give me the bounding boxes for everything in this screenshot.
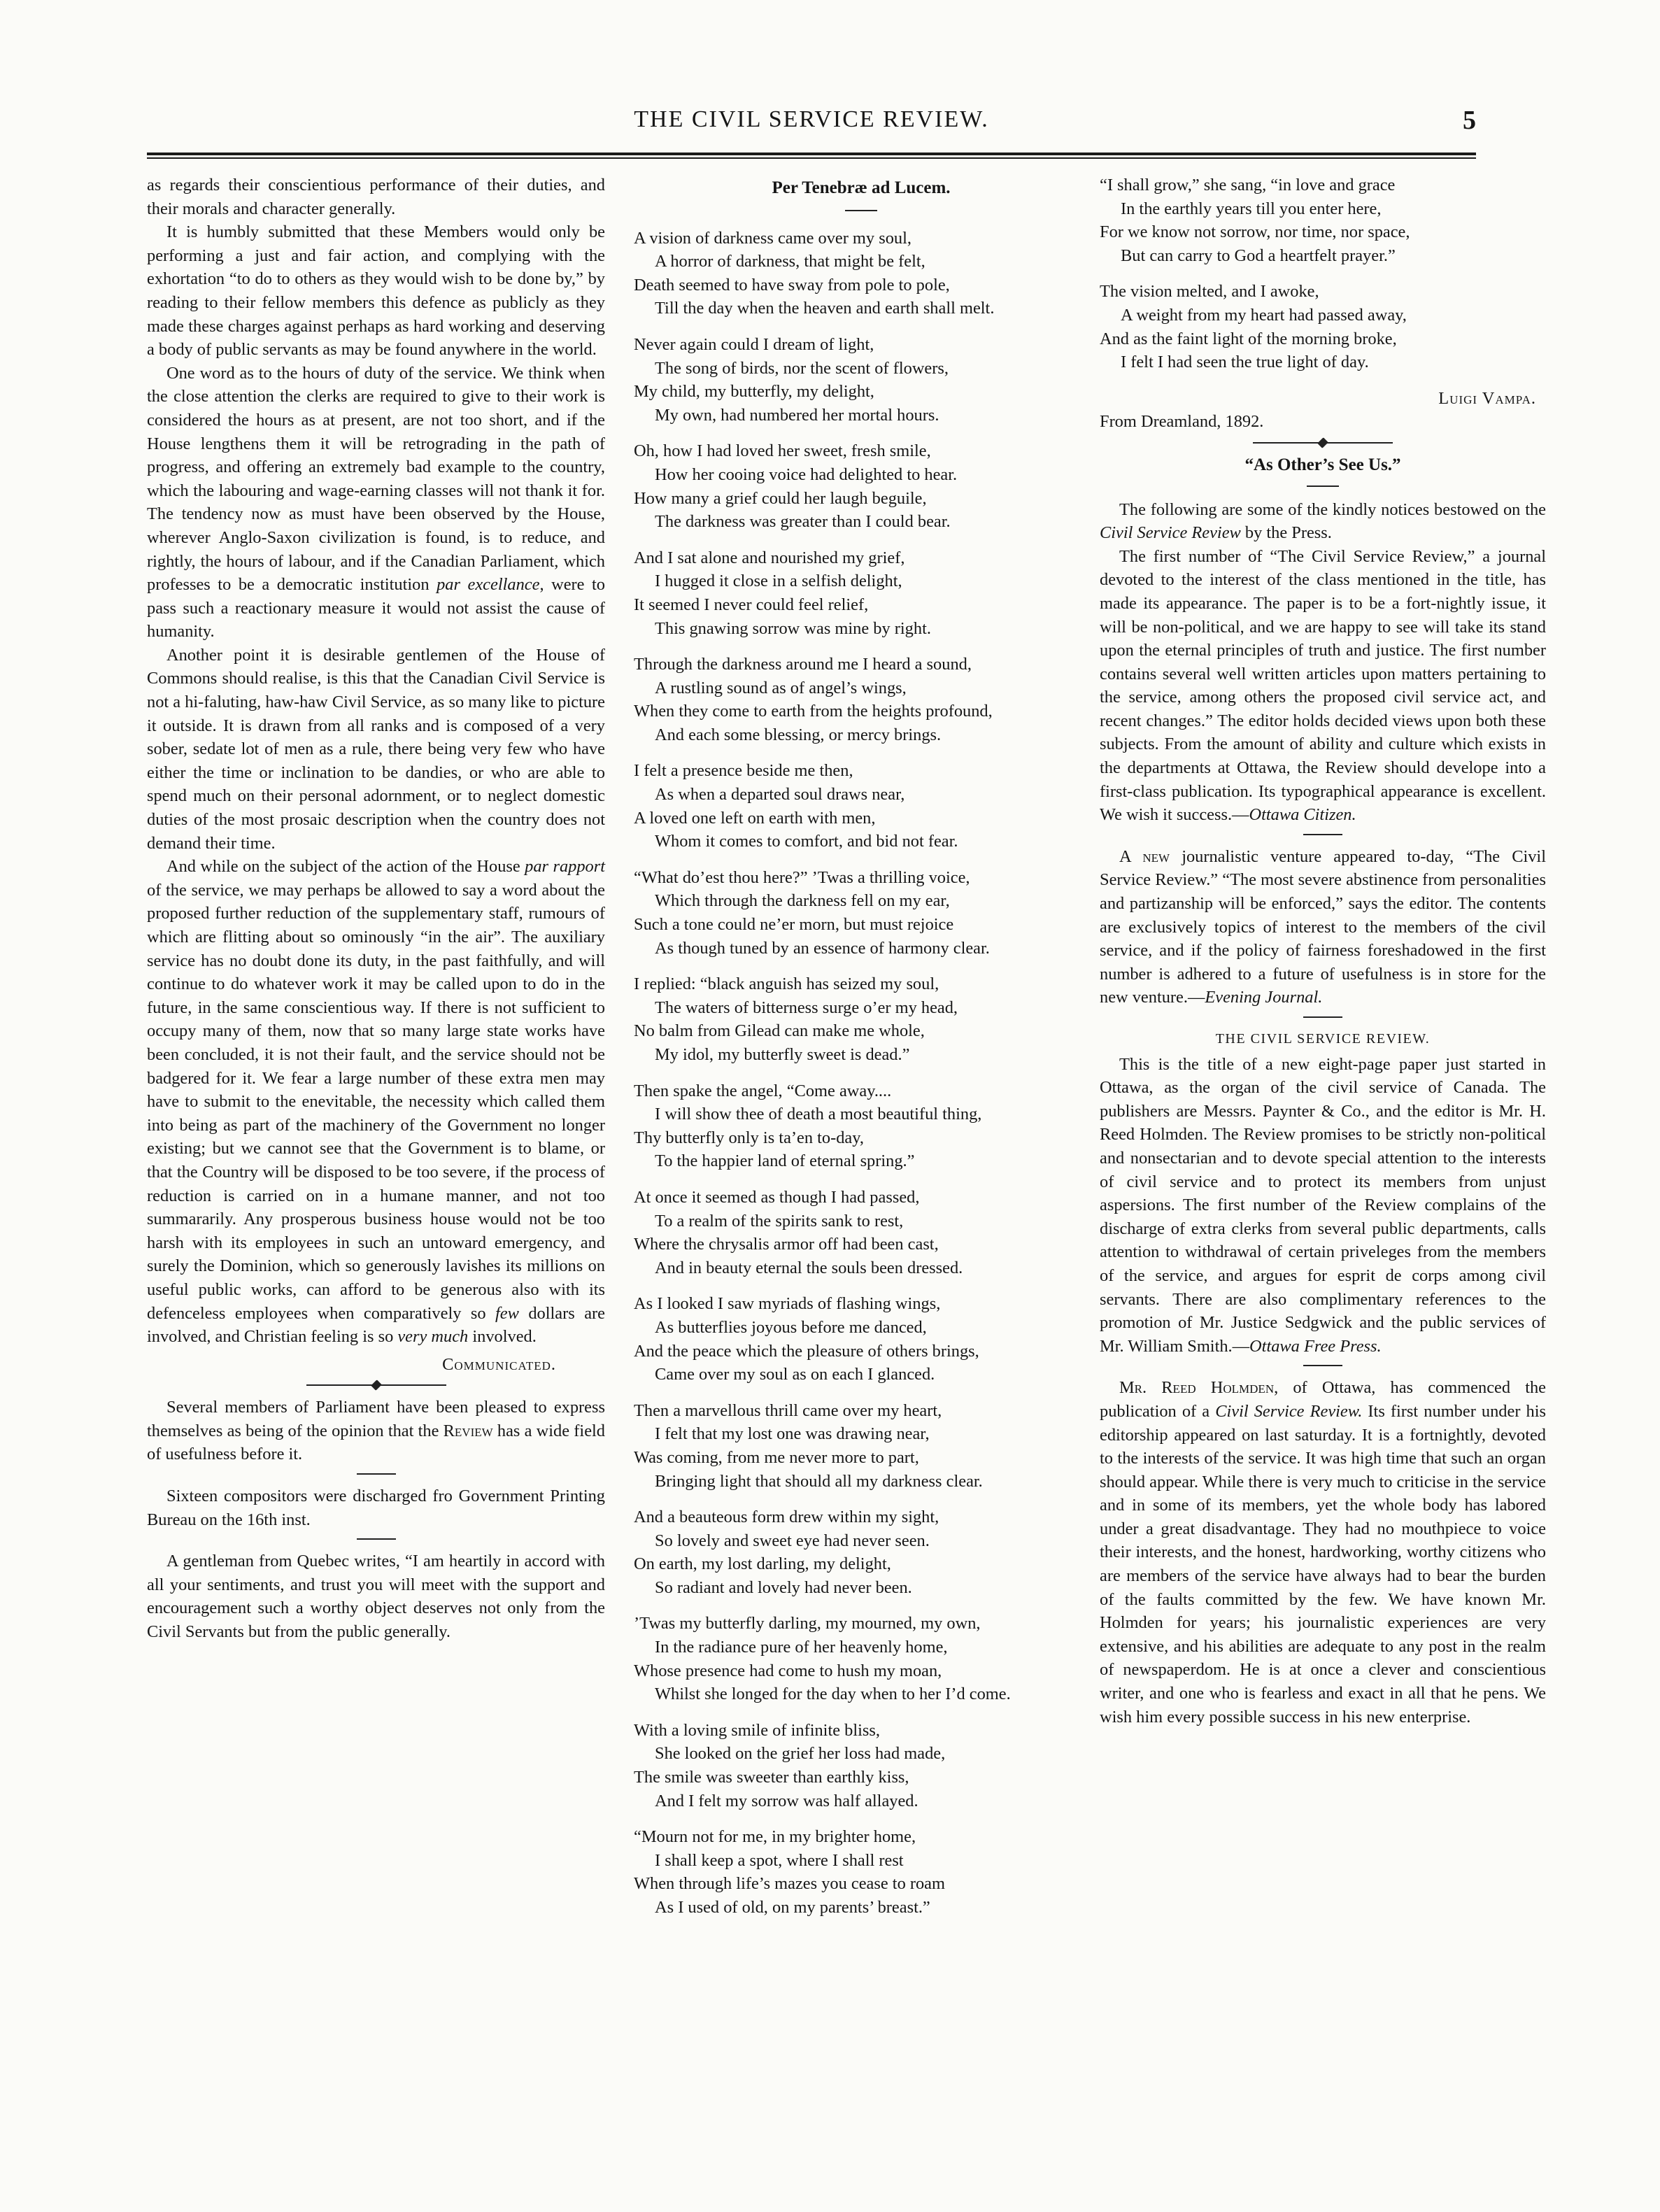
paragraph: It is humbly submitted that these Members would only be performing a just and fair action, and complying with the exhortation “to do to others as they would wish to be done by,” by reading to their fellow members this defence as publicly as they made these charges against perhaps as hard working and deserving a body of public servants as may be found anywhere in the world. [147,222,605,360]
poem-stanza [634,1292,1088,1386]
poem-stanza [634,1719,1088,1813]
poem-line: Whilst she longed for the day when to her I’d come. [655,1685,1011,1704]
poem-line: I felt that my lost one was drawing near, [655,1424,930,1444]
poem-line: But can carry to God a heartfelt prayer.” [1121,246,1396,265]
paragraph: This is the title of a new eight-page paper just started in Ottawa, as the organ of the civil service of Canada. The publishers are Messrs. Paynter & Co., and the editor is Mr. H. Reed Holmden. The Review promises to be strictly non-political and nonsectarian and to devote special attention to the interests of civil service and to protect its members from unjust aspersions. The first number of the Review complains of the discharge of extra clerks from several public departments, calls attention to withdrawal of certain priveleges from the members of the service, and argues for esprit de corps among civil servants. There are also complimentary references to the promotion of Mr. Justice Sedgwick and the public services of Mr. William Smith.—Ottawa Free Press. [1100,1054,1546,1356]
paragraph: And while on the subject of the action of the House par rapport of the service, we may perhaps be allowed to say a word about the proposed further reduction of the supplementary staff, rumours of which are flitting about so ominously “in the air”. The auxiliary service has no doubt done its duty, in the past faithfully, and will continue to do whatever work it may be called upon to do in the future, in the same conscientious way. If there is not sufficient to occupy many of them, now that so many large state works have been concluded, it is not their fault, and the service should not be badgered for it. We fear a large number of these extra men may have to submit to the enevitable, the necessity which called them into being as part of the machinery of the Government no longer existing; but we cannot see that the Government is to blame, or that the Country will be disposed to be too severe, if the process of reduction is carried on in a humane manner, and not too summararily. Any prosperous business house would not be too harsh with its employees in such an untoward emergency, and surely the Dominion, which so generously lavishes its millions on useful public works, can afford to be generous also with its defenceless employees when comparatively so few dollars are involved, and Christian feeling is so very much involved. [147,857,605,1347]
poem-line: A weight from my heart had passed away, [1121,305,1407,325]
page-number: 5 [1463,106,1476,135]
paragraph: Several members of Parliament have been pleased to express themselves as being of the opinion that the Review has a wide field of usefulness before it. [147,1398,605,1464]
notice-heading: THE CIVIL SERVICE REVIEW. [1215,1031,1431,1047]
poem-line: Thy butterfly only is ta’en to-day, [634,1128,864,1147]
poem-line: When they come to earth from the heights profound, [634,702,993,721]
paragraph: Another point it is desirable gentlemen of the House of Commons should realise, is this that the Canadian Civil Service is not a hi-faluting, haw-haw Civil Service, as so many like to picture it outside. It is drawn from all ranks and is composed of a very sober, sedate lot of men as a rule, there being very few who have either the time or inclination to be dandies, or who are able to spend much on their personal adornment, or to neglect domestic duties of the most prosaic description when the country does not demand their time. [147,645,605,853]
middle-column [634,173,1088,1932]
poem-line: “What do’est thou here?” ’Twas a thrilling voice, [634,867,970,887]
poem-line: At once it seemed as though I had passed, [634,1187,920,1207]
divider [1303,1016,1342,1018]
poem-line: So lovely and sweet eye had never seen. [655,1531,930,1550]
poem-line: For we know not sorrow, nor time, nor space, [1100,222,1410,242]
poem-line: The vision melted, and I awoke, [1100,282,1319,302]
poem-line: She looked on the grief her loss had made, [655,1744,946,1764]
poem-body [634,227,1088,1920]
poem-line: And I sat alone and nourished my grief, [634,548,905,567]
poem-line: As I used of old, on my parents’ breast.” [655,1898,930,1917]
poem-line: Death seemed to have sway from pole to pole, [634,275,950,295]
paragraph: The following are some of the kindly notices bestowed on the Civil Service Review by the Press. [1100,499,1546,543]
poem-line: And as the faint light of the morning broke, [1100,329,1397,348]
poem-line: As though tuned by an essence of harmony clear. [655,938,990,958]
poem-line: This gnawing sorrow was mine by right. [655,618,931,638]
poem-line: A vision of darkness came over my soul, [634,228,911,248]
poem-line: Never again could I dream of light, [634,334,874,354]
poem-stanza [634,866,1088,960]
poem-line: How many a grief could her laugh beguile, [634,488,927,508]
poem-line: So radiant and lovely had never been. [655,1578,912,1597]
poem-line: When through life’s mazes you cease to roam [634,1874,945,1894]
poem-line: My child, my butterfly, my delight, [634,382,874,402]
poem-line: The darkness was greater than I could bear. [655,512,951,532]
poem-stanza [634,1399,1088,1493]
poem-line: And I felt my sorrow was half allayed. [655,1791,918,1810]
poem-stanza [634,227,1088,320]
paragraph: as regards their conscientious performance of their duties, and their morals and character generally. [147,176,605,218]
poem-title: Per Tenebræ ad Lucem. [772,178,951,197]
poem-line: On earth, my lost darling, my delight, [634,1554,891,1574]
poem-stanza [634,1612,1088,1706]
poem-line: Whom it comes to comfort, and bid not fear. [655,832,958,851]
poem-line: I felt I had seen the true light of day. [1121,353,1369,372]
divider [1307,485,1339,487]
poem-stanza [634,1505,1088,1599]
poem-line: To the happier land of eternal spring.” [655,1151,915,1171]
poem-line: To a realm of the spirits sank to rest, [655,1211,904,1231]
poem-line: Which through the darkness fell on my ear, [655,891,950,911]
poem-stanza [634,1825,1088,1919]
paragraph: The first number of “The Civil Service Review,” a journal devoted to the interest of the class mentioned in the title, has made its appearance. The paper is to be a fort-nightly issue, it will be non-political, and we are happy to see will take its stand upon the eternal principles of truth and justice. The first number contains several well written articles upon matters pertaining to the service, among others the proposed civil service act, and recent changes.” The editor holds decided views upon both these subjects. From the amount of ability and culture which exists in the departments at Ottawa, the Review should develope into a first-class publication. Its typographical appearance is excellent. We wish it success.—Ottawa Citizen. [1100,546,1546,825]
paragraph: A new journalistic venture appeared to-day, “The Civil Service Review.” “The most severe abstinence from personalities and partizanship will be enforced,” says the editor. The contents are exclusively topics of interest to the members of the civil service, and if the policy of fairness foreshadowed in the first number is adhered to a future of usefulness is in store for the new venture.—Evening Journal. [1100,846,1546,1007]
masthead-title: THE CIVIL SERVICE REVIEW. [634,106,989,132]
poem-line: Where the chrysalis armor off had been cast, [634,1235,939,1254]
poem-line: Oh, how I had loved her sweet, fresh smile, [634,441,931,461]
ornament-divider [306,1384,446,1386]
poem-line: Such a tone could ne’er morn, but must rejoice [634,915,954,935]
poem-line: Till the day when the heaven and earth shall melt. [655,299,995,318]
poem-line: The waters of bitterness surge o’er my head, [655,998,958,1017]
poem-stanza [1100,280,1546,374]
divider [357,1538,396,1540]
poem-line: With a loving smile of infinite bliss, [634,1720,880,1740]
poem-signature: Luigi Vampa. [1438,388,1536,408]
poem-stanza [634,333,1088,427]
poem-stanza [634,1079,1088,1173]
poem-line: Came over my soul as on each I glanced. [655,1365,935,1384]
paragraph: One word as to the hours of duty of the service. We think when the close attention the clerks are required to give to their work is considered the hours as at present, are not too short, and if the House lengthens them it will be retrograding in the path of progress, and offering an extremely bad example to the country, which the labouring and wage-earning classes will not thank it for. The tendency now as must have been observed by the House, wherever Anglo-Saxon civilization is found, is to reduce, and rightly, the hours of labour, and if the Canadian Parliament, which professes to be a democratic institution par excellance, were to pass such a reactionary measure it would not assist the cause of humanity. [147,363,605,641]
poem-line: A loved one left on earth with men, [634,808,876,828]
poem-line: “Mourn not for me, in my brighter home, [634,1827,916,1847]
poem-stanza [634,1186,1088,1279]
divider [1303,1365,1342,1366]
poem-line: And the peace which the pleasure of others brings, [634,1341,979,1361]
divider [1303,834,1342,835]
paragraph: Mr. Reed Holmden, of Ottawa, has commenced the publication of a Civil Service Review. Its first number under his editorship appeared on last saturday. It is a fortnightly, devoted to the interests of the service. It was high time that such an organ should appear. While there is very much to criticise in the service and in some of its members, yet the whole body has labored under a great disadvantage. They had no mouthpiece to voice their interests, and the honest, hardworking, worthy citizens who are members of the service have always had to bear the burden of the faults committed by the few. We have known Mr. Holmden for years; his journalistic experiences are very extensive, and his abilities are adequate to any post in the realm of newspaperdom. He is at once a clever and conscientious writer, and one who is fearless and exact in all that he pens. We wish him every possible success in his new enterprise. [1100,1378,1547,1727]
poem-line: In the radiance pure of her heavenly home, [655,1638,948,1657]
poem-stanza [634,546,1088,640]
poem-line: A horror of darkness, that might be felt, [655,252,925,271]
poem-line: I replied: “black anguish has seized my soul, [634,974,939,994]
poem-line: In the earthly years till you enter here, [1121,199,1382,218]
poem-line: Through the darkness around me I heard a sound, [634,655,972,674]
divider [845,210,877,211]
poem-line: I shall keep a spot, where I shall rest [655,1850,904,1870]
poem-line: ’Twas my butterfly darling, my mourned, my own, [634,1614,981,1633]
poem-line: A rustling sound as of angel’s wings, [655,678,907,697]
ornament-divider [1253,442,1393,444]
poem-line: It seemed I never could feel relief, [634,595,869,614]
paragraph: A gentleman from Quebec writes, “I am heartily in accord with all your sentiments, and trust you will meet with the support and encouragement such a worthy object deserves not only from the Civil Servants but from the public generally. [147,1552,605,1642]
poem-line: As butterflies joyous before me danced, [655,1317,927,1337]
poem-line: Bringing light that should all my darkness clear. [655,1471,983,1491]
header-rule [147,153,1476,159]
poem-line: Was coming, from me never more to part, [634,1447,919,1467]
right-column [1100,173,1546,1729]
poem-line: Whose presence had come to hush my moan, [634,1661,942,1680]
poem-line: Then spake the angel, “Come away.... [634,1081,892,1100]
poem-stanza [1100,173,1546,267]
page-header [147,106,1476,148]
poem-stanza [634,653,1088,746]
signature: Communicated. [442,1354,556,1374]
poem-line: How her cooing voice had delighted to hear. [655,465,958,484]
poem-line: I hugged it close in a selfish delight, [655,572,902,591]
poem-stanza [634,439,1088,533]
poem-line: As when a departed soul draws near, [655,785,905,804]
divider [357,1473,396,1475]
poem-line: No balm from Gilead can make me whole, [634,1021,925,1041]
poem-stanza [634,759,1088,853]
left-column [147,173,605,1644]
poem-line: “I shall grow,” she sang, “in love and grace [1100,176,1396,194]
poem-stanza [634,972,1088,1066]
poem-line: I felt a presence beside me then, [634,761,853,781]
poem-line: Then a marvellous thrill came over my heart, [634,1401,942,1420]
section-title: “As Other’s See Us.” [1244,455,1401,474]
poem-line: My own, had numbered her mortal hours. [655,405,939,425]
paragraph: Sixteen compositors were discharged fro Government Printing Bureau on the 16th inst. [147,1487,605,1529]
poem-line: And a beauteous form drew within my sight, [634,1508,939,1527]
poem-dateline: From Dreamland, 1892. [1100,412,1264,432]
poem-ending [1100,173,1546,374]
poem-line: I will show thee of death a most beautiful thing, [655,1105,982,1124]
poem-line: And in beauty eternal the souls been dressed. [655,1258,963,1277]
poem-line: The song of birds, nor the scent of flowers, [655,358,949,378]
poem-line: My idol, my butterfly sweet is dead.” [655,1045,910,1064]
poem-line: As I looked I saw myriads of flashing wings, [634,1294,941,1314]
poem-line: And each some blessing, or mercy brings. [655,725,942,744]
poem-line: The smile was sweeter than earthly kiss, [634,1768,909,1787]
